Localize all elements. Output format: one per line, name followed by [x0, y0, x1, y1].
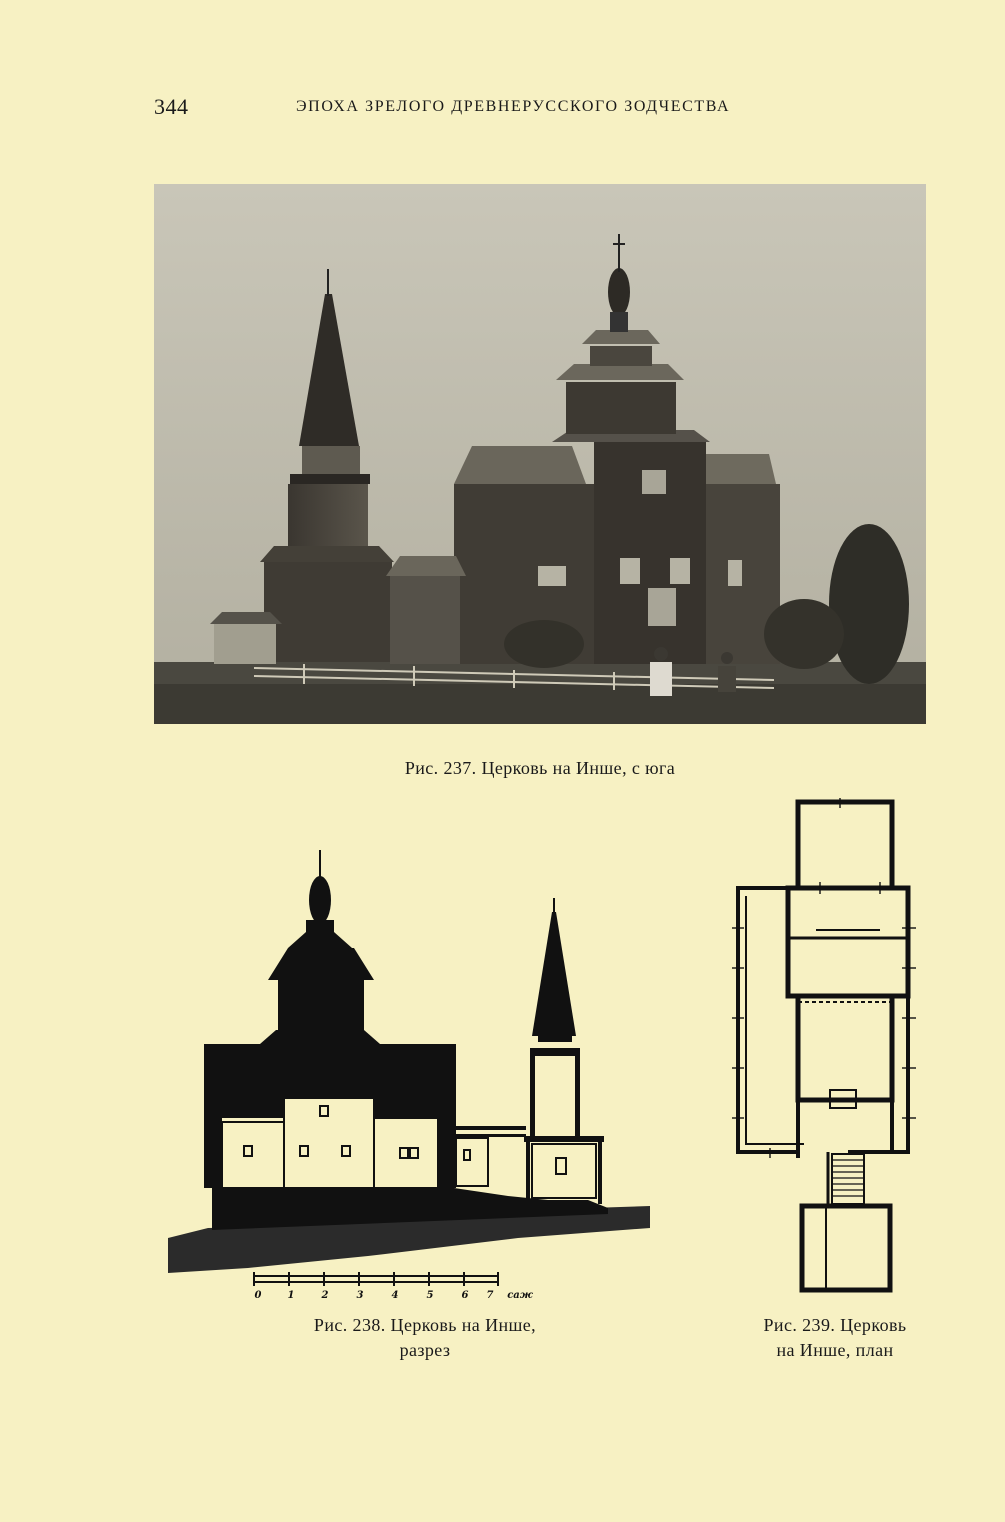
scale-tick-4: 4: [391, 1290, 399, 1301]
scale-tick-7: 7: [486, 1290, 494, 1301]
plan-drawing-image: [730, 798, 920, 1298]
scale-bar: [254, 1272, 534, 1301]
scale-tick-1: 1: [287, 1290, 295, 1301]
church-plan-drawing: [730, 798, 920, 1298]
scale-tick-2: 2: [321, 1290, 329, 1301]
running-title: ЭПОХА ЗРЕЛОГО ДРЕВНЕРУССКОГО ЗОДЧЕСТВА: [296, 98, 731, 115]
section-drawing-image: [168, 848, 658, 1308]
church-photograph: [154, 184, 926, 724]
figure-239-caption-line-2: на Инше, план: [776, 1340, 894, 1360]
scale-tick-6: 6: [461, 1290, 469, 1301]
figure-238-caption-line-2: разрез: [399, 1340, 451, 1360]
scale-tick-0: 0: [254, 1290, 262, 1301]
figure-238-caption: [240, 1313, 610, 1363]
scale-tick-5: 5: [426, 1290, 434, 1301]
scale-unit: саж: [507, 1290, 533, 1301]
page-number: 344: [154, 94, 189, 119]
figure-239-caption: [720, 1313, 950, 1363]
church-photograph-image: [154, 184, 926, 724]
figure-238-caption-line-1: Рис. 238. Церковь на Инше,: [313, 1315, 537, 1335]
figure-239-caption-line-1: Рис. 239. Церковь: [763, 1315, 907, 1335]
figure-237-caption: Рис. 237. Церковь на Инше, с юга: [404, 758, 676, 778]
church-section-drawing: [168, 848, 658, 1308]
scale-tick-3: 3: [356, 1290, 364, 1301]
